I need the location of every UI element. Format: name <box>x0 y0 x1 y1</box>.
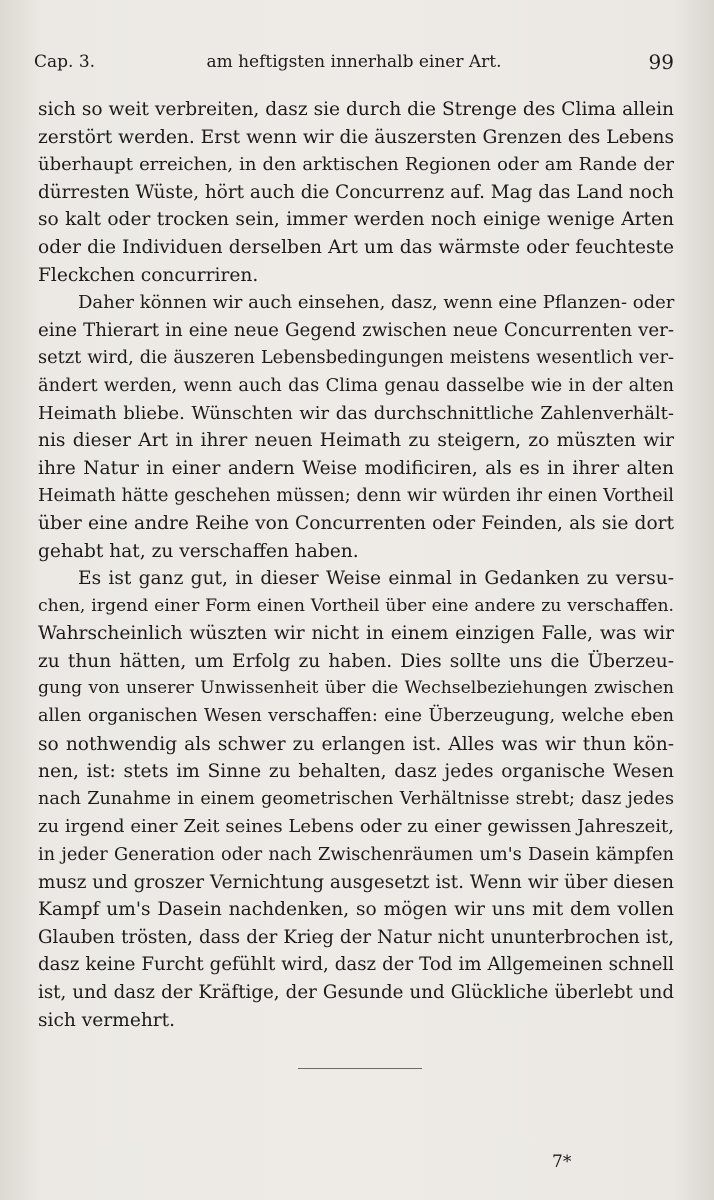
text-line: oder die Individuen derselben Art um das wärmste oder feuchteste <box>38 236 674 258</box>
text-line: Wahrscheinlich wüszten wir nicht in einem einzigen Falle, was wir <box>38 623 674 645</box>
text-line: nach Zunahme in einem geometrischen Verhältnisse strebt; dasz jedes <box>38 788 674 809</box>
text-line: überhaupt erreichen, in den arktischen Regionen oder am Rande der <box>38 154 674 176</box>
text-line: gung von unserer Unwissenheit über die Wechselbeziehungen zwischen <box>38 678 674 699</box>
text-line: Kampf um's Dasein nachdenken, so mögen wir uns mit dem vollen <box>38 899 674 921</box>
paragraph <box>38 96 674 289</box>
text-line: Heimath bliebe. Wünschten wir das durchschnittliche Zahlenverhält- <box>38 402 674 424</box>
paragraph <box>38 289 674 565</box>
text-line: eine Thierart in eine neue Gegend zwischen neue Concurrenten ver- <box>38 319 674 341</box>
text-line: gehabt hat, zu verschaffen haben. <box>38 540 359 562</box>
text-line: zu irgend einer Zeit seines Lebens oder zu einer gewissen Jahreszeit, <box>38 816 674 838</box>
text-line: nis dieser Art in ihrer neuen Heimath zu steigern, zo müszten wir <box>38 430 674 452</box>
running-header <box>34 52 674 78</box>
text-line: zerstört werden. Erst wenn wir die äuszersten Grenzen des Lebens <box>38 126 675 148</box>
text-line: so nothwendig als schwer zu erlangen ist. Alles was wir thun kön- <box>38 733 674 755</box>
text-line: Es ist ganz gut, in dieser Weise einmal in Gedanken zu versu- <box>78 568 674 590</box>
text-line: ändert werden, wenn auch das Clima genau dasselbe wie in der alten <box>38 374 674 396</box>
text-line: chen, irgend einer Form einen Vortheil über eine andere zu verschaffen. <box>38 595 674 616</box>
text-line: sich vermehrt. <box>38 1009 176 1031</box>
text-line: Heimath hätte geschehen müssen; denn wir würden ihr einen Vortheil <box>38 485 674 507</box>
text-line: Fleckchen concurriren. <box>38 264 259 286</box>
text-line: dasz keine Furcht gefühlt wird, dasz der Tod im Allgemeinen schnell <box>38 954 674 976</box>
text-line: über eine andre Reihe von Concurrenten oder Feinden, als sie dort <box>38 512 674 534</box>
text-line: nen, ist: stets im Sinne zu behalten, dasz jedes organische Wesen <box>38 761 674 783</box>
text-line: setzt wird, die äuszeren Lebensbedingungen meistens wesentlich ver- <box>38 347 674 369</box>
text-line: ist, und dasz der Kräftige, der Gesunde und Glückliche überlebt und <box>38 982 674 1003</box>
page-number: 99 <box>648 50 674 74</box>
signature-mark: 7* <box>552 1152 572 1172</box>
text-line: in jeder Generation oder nach Zwischenräumen um's Dasein kämpfen <box>38 844 674 866</box>
text-line: so kalt oder trocken sein, immer werden noch einige wenige Arten <box>38 209 674 231</box>
text-line: zu thun hätten, um Erfolg zu haben. Dies sollte uns die Überzeu- <box>38 650 674 672</box>
body-text <box>38 96 674 1034</box>
text-line: sich so weit verbreiten, dasz sie durch die Strenge des Clima allein <box>38 99 674 120</box>
text-line: musz und groszer Vernichtung ausgesetzt ist. Wenn wir über diesen <box>38 871 674 893</box>
text-line: Daher können wir auch einsehen, dasz, wenn eine Pflanzen- oder <box>78 292 675 314</box>
chapter-label: Cap. 3. <box>34 52 96 72</box>
running-title: am heftigsten innerhalb einer Art. <box>206 52 502 72</box>
text-line: ihre Natur in einer andern Weise modificiren, als es in ihrer alten <box>38 457 674 479</box>
text-line: dürresten Wüste, hört auch die Concurrenz auf. Mag das Land noch <box>38 181 674 203</box>
section-divider <box>298 1068 422 1069</box>
text-line: allen organischen Wesen verschaffen: eine Überzeugung, welche eben <box>38 706 674 727</box>
paragraph <box>38 565 674 1034</box>
text-line: Glauben trösten, dass der Krieg der Natur nicht ununterbrochen ist, <box>38 926 674 948</box>
